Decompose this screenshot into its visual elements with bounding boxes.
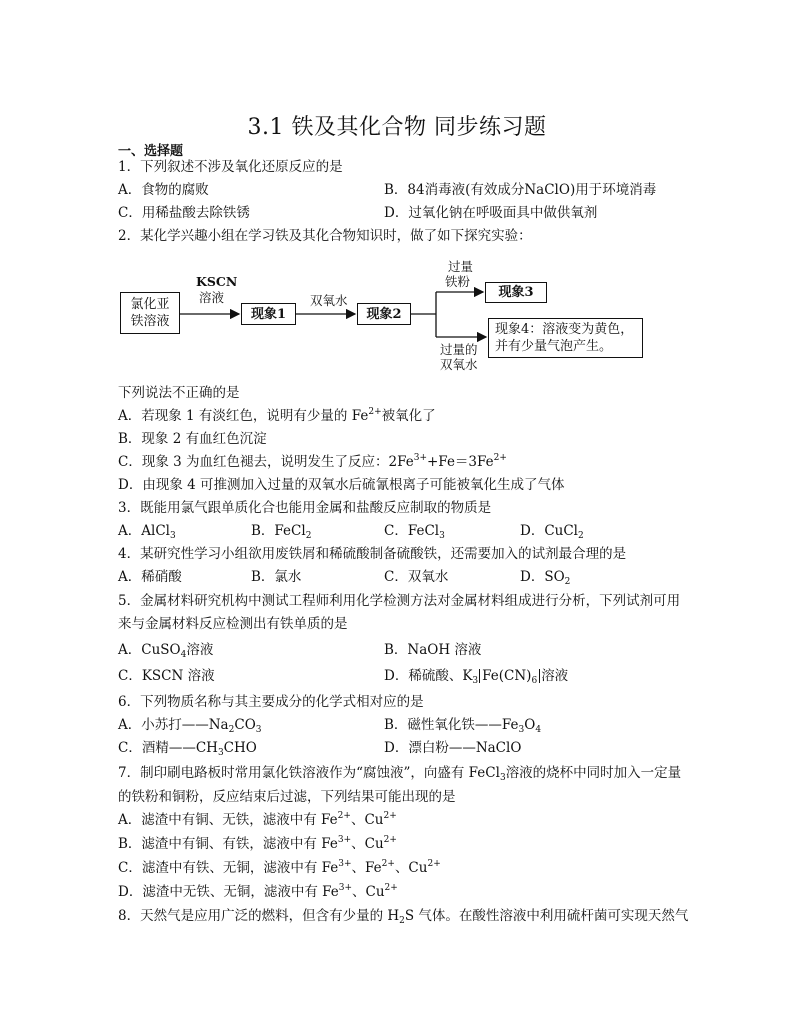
q5-stem-line1: 5．金属材料研究机构中测试工程师利用化学检测方法对金属材料组成进行分析，下列试剂可用 (118, 593, 681, 609)
q2-option-c[interactable]: C．现象 3 为血红色褪去，说明发生了反应：$2Fe^{3+}+Fe=3Fe^{2+}$ (118, 453, 507, 470)
reagent3-label-line1: 过量 (448, 259, 474, 274)
reagent1-label-line1: KSCN (196, 274, 238, 289)
q5-option-c[interactable]: C．KSCN 溶液 (118, 668, 215, 684)
q7-option-c[interactable]: C．滤渣中有铁、无铜，滤液中有 $Fe^{3+}$、$Fe^{2+}$、$Cu^{2+}$ (118, 859, 441, 876)
reagent1-label-line2: 溶液 (199, 290, 225, 305)
q2-option-d[interactable]: D．由现象 4 可推测加入过量的双氧水后硫氰根离子可能被氧化生成了气体 (118, 477, 565, 493)
q7-stem-line2: 的铁粉和铜粉，反应结束后过滤，下列结果可能出现的是 (118, 789, 456, 805)
q6-option-d[interactable]: D．漂白粉——NaClO (384, 740, 522, 756)
q4-stem: 4．某研究性学习小组欲用废铁屑和稀硫酸制备硫酸铁，还需要加入的试剂最合理的是 (118, 546, 627, 562)
observation4-line2: 并有少量气泡产生。 (495, 339, 613, 354)
q8-stem: 8．天然气是应用广泛的燃料，但含有少量的 $H_2S$ 气体。在酸性溶液中利用硫杆菌可实现天然气 (118, 908, 689, 926)
q3-option-b[interactable]: B．FeCl$_2$ (251, 523, 312, 541)
reagent3-label-line2: 铁粉 (445, 274, 471, 289)
q1-option-a[interactable]: A．食物的腐败 (118, 182, 209, 198)
q7-option-d[interactable]: D．滤渣中无铁、无铜，滤液中有 $Fe^{3+}$、$Cu^{2+}$ (118, 883, 398, 900)
observation1-box: 现象1 (241, 303, 296, 325)
q3-stem: 3．既能用氯气跟单质化合也能用金属和盐酸反应制取的物质是 (118, 500, 492, 516)
q7-stem-line1: 7．制印刷电路板时常用氯化铁溶液作为“腐蚀液”，向盛有 FeCl$_3$溶液的烧杯中同时加入一定量 (118, 765, 682, 783)
q1-option-c[interactable]: C．用稀盐酸去除铁锈 (118, 205, 250, 221)
reagent4-label-line2: 双氧水 (440, 357, 478, 372)
observation3-box: 现象3 (485, 282, 547, 303)
q7-option-b[interactable]: B．滤渣中有铜、有铁，滤液中有 $Fe^{3+}$、$Cu^{2+}$ (118, 835, 397, 852)
reagent2-label: 双氧水 (310, 293, 348, 308)
complex-bracket: $Fe(CN)_6$ (479, 669, 540, 683)
q3-option-a[interactable]: A．AlCl$_3$ (118, 523, 176, 541)
section-heading: 一、选择题 (118, 144, 184, 159)
start-label-line1: 氯化亚 (130, 297, 170, 312)
q6-stem: 6．下列物质名称与其主要成分的化学式相对应的是 (118, 694, 424, 710)
q6-option-a[interactable]: A．小苏打$——Na_2CO_3$ (118, 717, 262, 735)
page-title: 3.1 铁及其化合物 同步练习题 (247, 115, 547, 140)
observation2-box: 现象2 (357, 303, 411, 325)
q2-prompt: 下列说法不正确的是 (118, 385, 240, 401)
q4-option-b[interactable]: B．氯水 (251, 569, 302, 585)
experiment-flow-diagram (118, 255, 678, 380)
q2-option-b[interactable]: B．现象 2 有血红色沉淀 (118, 431, 267, 447)
q7-option-a[interactable]: A．滤渣中有铜、无铁，滤液中有 $Fe^{2+}$、$Cu^{2+}$ (118, 811, 397, 828)
observation4-box (488, 318, 643, 358)
start-label-line2: 铁溶液 (130, 314, 170, 329)
reagent4-label-line1: 过量的 (440, 342, 478, 357)
q5-stem-line2: 来与金属材料反应检测出有铁单质的是 (118, 616, 348, 632)
q2-stem: 2．某化学兴趣小组在学习铁及其化合物知识时，做了如下探究实验： (118, 228, 532, 244)
start-solution-box (120, 292, 180, 334)
q3-option-d[interactable]: D．CuCl$_2$ (520, 523, 584, 541)
q3-option-c[interactable]: C．FeCl$_3$ (384, 523, 445, 541)
q6-option-c[interactable]: C．酒精$——CH_3CHO$ (118, 740, 257, 758)
q6-option-b[interactable]: B．磁性氧化铁$——Fe_3O_4$ (384, 717, 542, 735)
observation4-line1: 现象4：溶液变为黄色， (495, 322, 634, 337)
q1-option-d[interactable]: D．过氧化钠在呼吸面具中做供氧剂 (384, 205, 598, 221)
q4-option-c[interactable]: C．双氧水 (384, 569, 449, 585)
q5-option-b[interactable]: B．NaOH 溶液 (384, 642, 482, 658)
q5-option-d[interactable]: D．稀硫酸、$K_3$ $Fe(CN)_6$ 溶液 (384, 668, 569, 686)
q4-option-a[interactable]: A．稀硝酸 (118, 569, 182, 585)
q5-option-a[interactable]: A．CuSO$_4$溶液 (118, 642, 214, 660)
q4-option-d[interactable]: D．$SO_2$ (520, 569, 571, 587)
q1-stem: 1．下列叙述不涉及氧化还原反应的是 (118, 159, 343, 175)
q2-option-a[interactable]: A．若现象 1 有淡红色，说明有少量的 $Fe^{2+}$被氧化了 (118, 407, 436, 424)
q1-option-b[interactable]: B．84消毒液(有效成分NaClO)用于环境消毒 (384, 182, 657, 198)
